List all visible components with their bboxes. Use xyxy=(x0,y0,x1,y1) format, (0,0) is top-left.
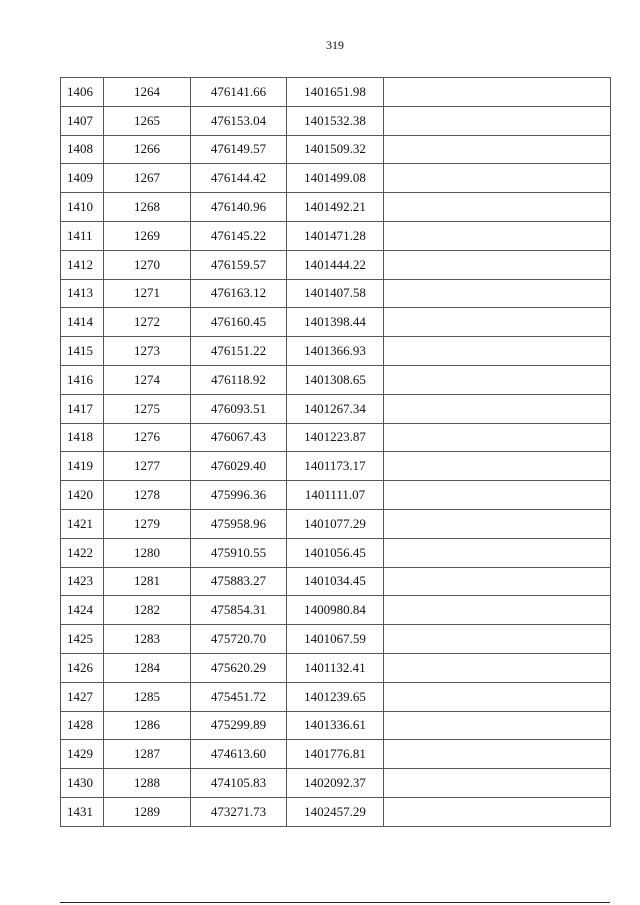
y-coordinate-cell: 1401056.45 xyxy=(287,538,384,567)
x-coordinate-cell: 475451.72 xyxy=(191,682,287,711)
point-number-cell: 1265 xyxy=(104,106,191,135)
y-coordinate-cell: 1401366.93 xyxy=(287,337,384,366)
notes-cell xyxy=(384,682,611,711)
point-number-cell: 1283 xyxy=(104,625,191,654)
row-index-cell: 1419 xyxy=(61,452,104,481)
notes-cell xyxy=(384,797,611,826)
page-number: 319 xyxy=(326,38,344,52)
row-index-cell: 1427 xyxy=(61,682,104,711)
x-coordinate-cell: 474613.60 xyxy=(191,740,287,769)
table-row xyxy=(61,78,611,107)
row-index-cell: 1413 xyxy=(61,279,104,308)
x-coordinate-cell: 475854.31 xyxy=(191,596,287,625)
table-row xyxy=(61,279,611,308)
y-coordinate-cell: 1401532.38 xyxy=(287,106,384,135)
point-number-cell: 1277 xyxy=(104,452,191,481)
table-row xyxy=(61,538,611,567)
y-coordinate-cell: 1401267.34 xyxy=(287,394,384,423)
notes-cell xyxy=(384,337,611,366)
notes-cell xyxy=(384,452,611,481)
x-coordinate-cell: 475620.29 xyxy=(191,653,287,682)
row-index-cell: 1415 xyxy=(61,337,104,366)
y-coordinate-cell: 1401067.59 xyxy=(287,625,384,654)
x-coordinate-cell: 475996.36 xyxy=(191,481,287,510)
notes-cell xyxy=(384,423,611,452)
x-coordinate-cell: 475910.55 xyxy=(191,538,287,567)
row-index-cell: 1418 xyxy=(61,423,104,452)
table-row xyxy=(61,308,611,337)
row-index-cell: 1406 xyxy=(61,78,104,107)
table-row xyxy=(61,423,611,452)
x-coordinate-cell: 475720.70 xyxy=(191,625,287,654)
notes-cell xyxy=(384,78,611,107)
point-number-cell: 1274 xyxy=(104,365,191,394)
y-coordinate-cell: 1401407.58 xyxy=(287,279,384,308)
table-row xyxy=(61,509,611,538)
point-number-cell: 1284 xyxy=(104,653,191,682)
notes-cell xyxy=(384,769,611,798)
y-coordinate-cell: 1401223.87 xyxy=(287,423,384,452)
point-number-cell: 1281 xyxy=(104,567,191,596)
row-index-cell: 1407 xyxy=(61,106,104,135)
y-coordinate-cell: 1401239.65 xyxy=(287,682,384,711)
table-row xyxy=(61,797,611,826)
y-coordinate-cell: 1401509.32 xyxy=(287,135,384,164)
point-number-cell: 1288 xyxy=(104,769,191,798)
row-index-cell: 1411 xyxy=(61,221,104,250)
row-index-cell: 1410 xyxy=(61,193,104,222)
y-coordinate-cell: 1402092.37 xyxy=(287,769,384,798)
y-coordinate-cell: 1401034.45 xyxy=(287,567,384,596)
table-row xyxy=(61,250,611,279)
footer-rule xyxy=(60,902,610,903)
notes-cell xyxy=(384,653,611,682)
x-coordinate-cell: 475883.27 xyxy=(191,567,287,596)
table-body xyxy=(61,78,611,827)
x-coordinate-cell: 476144.42 xyxy=(191,164,287,193)
table-row xyxy=(61,596,611,625)
point-number-cell: 1271 xyxy=(104,279,191,308)
x-coordinate-cell: 476140.96 xyxy=(191,193,287,222)
row-index-cell: 1408 xyxy=(61,135,104,164)
notes-cell xyxy=(384,106,611,135)
table-row xyxy=(61,135,611,164)
row-index-cell: 1412 xyxy=(61,250,104,279)
table-row xyxy=(61,193,611,222)
x-coordinate-cell: 476141.66 xyxy=(191,78,287,107)
table-row xyxy=(61,481,611,510)
y-coordinate-cell: 1401077.29 xyxy=(287,509,384,538)
notes-cell xyxy=(384,394,611,423)
point-number-cell: 1289 xyxy=(104,797,191,826)
point-number-cell: 1276 xyxy=(104,423,191,452)
x-coordinate-cell: 476151.22 xyxy=(191,337,287,366)
x-coordinate-cell: 476067.43 xyxy=(191,423,287,452)
point-number-cell: 1267 xyxy=(104,164,191,193)
x-coordinate-cell: 476160.45 xyxy=(191,308,287,337)
notes-cell xyxy=(384,221,611,250)
x-coordinate-cell: 475299.89 xyxy=(191,711,287,740)
point-number-cell: 1280 xyxy=(104,538,191,567)
row-index-cell: 1430 xyxy=(61,769,104,798)
table-row xyxy=(61,625,611,654)
table-row xyxy=(61,337,611,366)
y-coordinate-cell: 1400980.84 xyxy=(287,596,384,625)
notes-cell xyxy=(384,625,611,654)
table-row xyxy=(61,394,611,423)
notes-cell xyxy=(384,538,611,567)
point-number-cell: 1264 xyxy=(104,78,191,107)
y-coordinate-cell: 1401336.61 xyxy=(287,711,384,740)
point-number-cell: 1287 xyxy=(104,740,191,769)
point-number-cell: 1279 xyxy=(104,509,191,538)
y-coordinate-cell: 1401398.44 xyxy=(287,308,384,337)
y-coordinate-cell: 1401173.17 xyxy=(287,452,384,481)
x-coordinate-cell: 476118.92 xyxy=(191,365,287,394)
table-row xyxy=(61,653,611,682)
y-coordinate-cell: 1401444.22 xyxy=(287,250,384,279)
point-number-cell: 1285 xyxy=(104,682,191,711)
y-coordinate-cell: 1401471.28 xyxy=(287,221,384,250)
row-index-cell: 1424 xyxy=(61,596,104,625)
table-row xyxy=(61,567,611,596)
point-number-cell: 1269 xyxy=(104,221,191,250)
point-number-cell: 1272 xyxy=(104,308,191,337)
table-row xyxy=(61,106,611,135)
x-coordinate-cell: 476153.04 xyxy=(191,106,287,135)
row-index-cell: 1416 xyxy=(61,365,104,394)
notes-cell xyxy=(384,250,611,279)
row-index-cell: 1423 xyxy=(61,567,104,596)
table-row xyxy=(61,452,611,481)
x-coordinate-cell: 476149.57 xyxy=(191,135,287,164)
notes-cell xyxy=(384,193,611,222)
row-index-cell: 1426 xyxy=(61,653,104,682)
table-row xyxy=(61,682,611,711)
x-coordinate-cell: 476145.22 xyxy=(191,221,287,250)
y-coordinate-cell: 1401651.98 xyxy=(287,78,384,107)
point-number-cell: 1282 xyxy=(104,596,191,625)
table-row xyxy=(61,365,611,394)
notes-cell xyxy=(384,740,611,769)
y-coordinate-cell: 1401132.41 xyxy=(287,653,384,682)
point-number-cell: 1270 xyxy=(104,250,191,279)
x-coordinate-cell: 476159.57 xyxy=(191,250,287,279)
row-index-cell: 1425 xyxy=(61,625,104,654)
y-coordinate-cell: 1401776.81 xyxy=(287,740,384,769)
x-coordinate-cell: 474105.83 xyxy=(191,769,287,798)
table-row xyxy=(61,769,611,798)
table-row xyxy=(61,164,611,193)
row-index-cell: 1417 xyxy=(61,394,104,423)
point-number-cell: 1268 xyxy=(104,193,191,222)
row-index-cell: 1428 xyxy=(61,711,104,740)
notes-cell xyxy=(384,365,611,394)
y-coordinate-cell: 1401499.08 xyxy=(287,164,384,193)
row-index-cell: 1414 xyxy=(61,308,104,337)
row-index-cell: 1431 xyxy=(61,797,104,826)
y-coordinate-cell: 1401111.07 xyxy=(287,481,384,510)
row-index-cell: 1420 xyxy=(61,481,104,510)
y-coordinate-cell: 1402457.29 xyxy=(287,797,384,826)
notes-cell xyxy=(384,567,611,596)
row-index-cell: 1409 xyxy=(61,164,104,193)
row-index-cell: 1429 xyxy=(61,740,104,769)
row-index-cell: 1422 xyxy=(61,538,104,567)
x-coordinate-cell: 476163.12 xyxy=(191,279,287,308)
point-number-cell: 1266 xyxy=(104,135,191,164)
table-row xyxy=(61,221,611,250)
notes-cell xyxy=(384,164,611,193)
notes-cell xyxy=(384,279,611,308)
x-coordinate-cell: 476029.40 xyxy=(191,452,287,481)
notes-cell xyxy=(384,481,611,510)
x-coordinate-cell: 473271.73 xyxy=(191,797,287,826)
row-index-cell: 1421 xyxy=(61,509,104,538)
notes-cell xyxy=(384,711,611,740)
y-coordinate-cell: 1401492.21 xyxy=(287,193,384,222)
notes-cell xyxy=(384,135,611,164)
coordinates-table xyxy=(60,77,611,827)
x-coordinate-cell: 475958.96 xyxy=(191,509,287,538)
y-coordinate-cell: 1401308.65 xyxy=(287,365,384,394)
x-coordinate-cell: 476093.51 xyxy=(191,394,287,423)
point-number-cell: 1286 xyxy=(104,711,191,740)
table-row xyxy=(61,711,611,740)
point-number-cell: 1278 xyxy=(104,481,191,510)
table-row xyxy=(61,740,611,769)
notes-cell xyxy=(384,509,611,538)
point-number-cell: 1273 xyxy=(104,337,191,366)
point-number-cell: 1275 xyxy=(104,394,191,423)
notes-cell xyxy=(384,308,611,337)
notes-cell xyxy=(384,596,611,625)
